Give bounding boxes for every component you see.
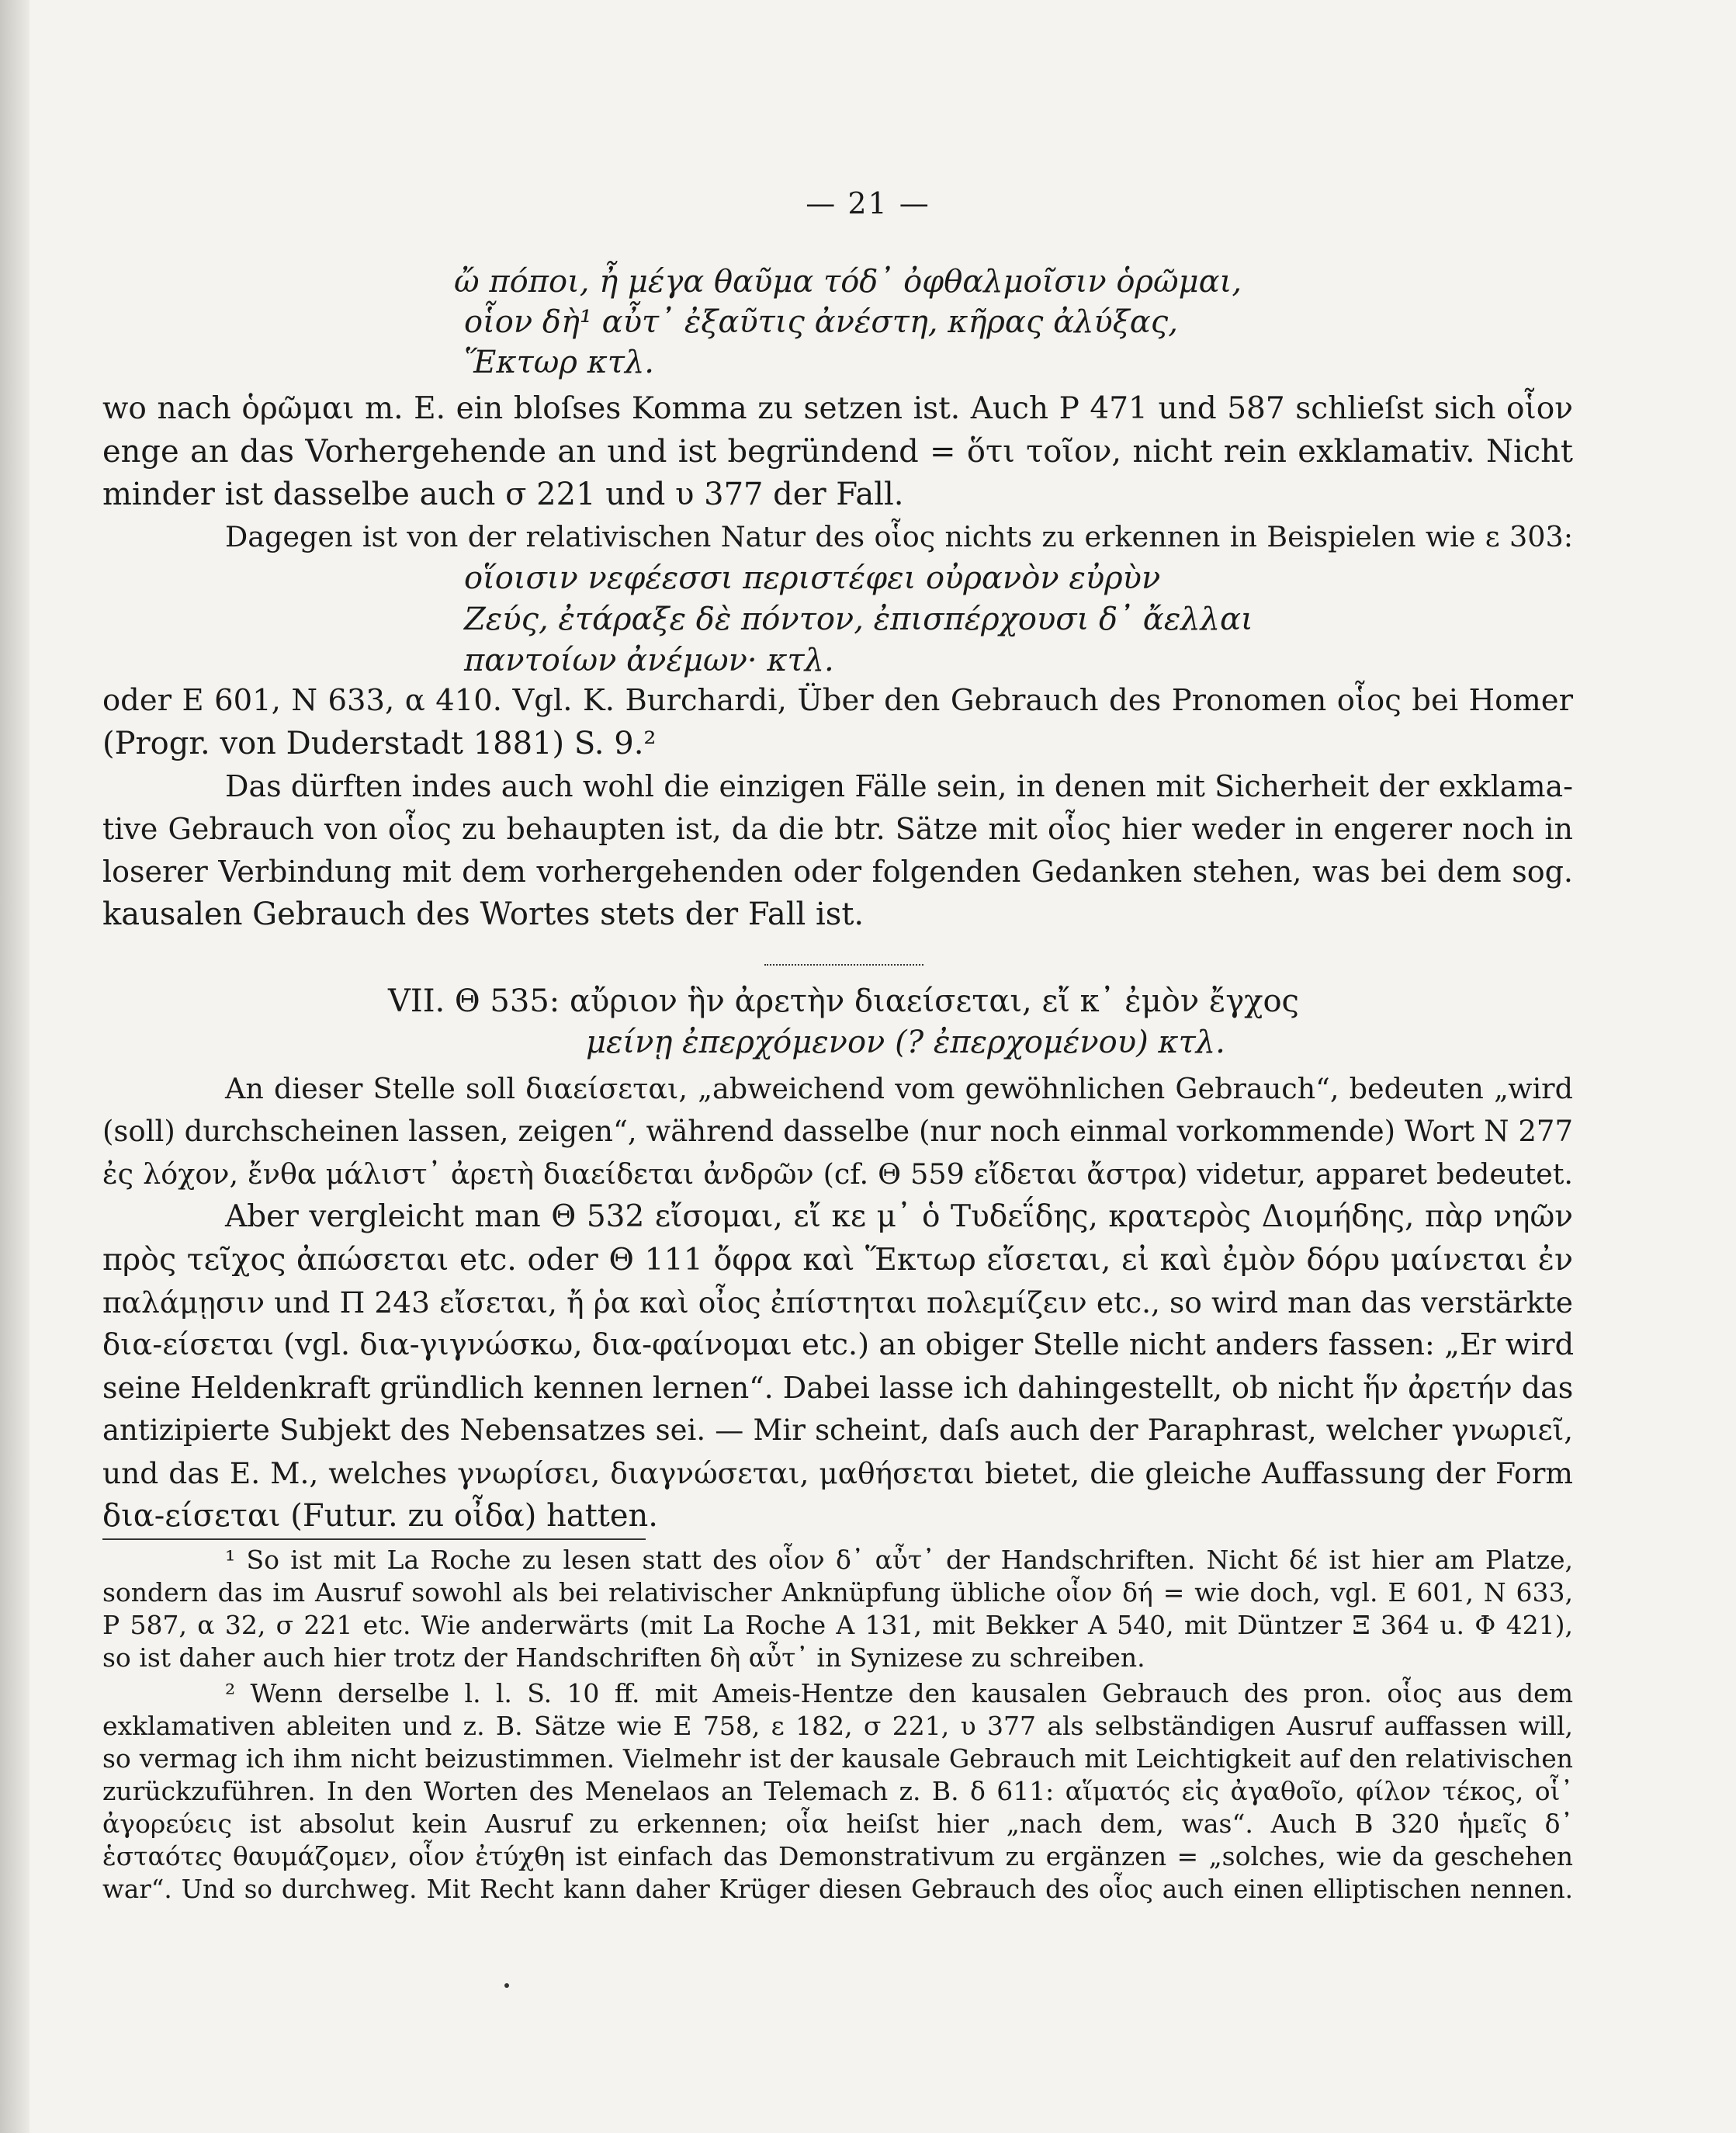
text-line: δια-είσεται (vgl. δια-γιγνώσκω, δια-φαίνομαι etc.) an obiger Stelle nicht anders fassen: „Er wird <box>102 1327 1575 1362</box>
footnote-rule <box>102 1538 646 1540</box>
text-line: tive Gebrauch von οἷος zu behaupten ist, da die btr. Sätze mit οἷος hier weder in engerer noch in <box>102 812 1573 846</box>
footnote-line: war“. Und so durchweg. Mit Recht kann daher Krüger diesen Gebrauch des οἷος auch einen elliptischen nennen. <box>102 1875 1573 1904</box>
text-line: minder ist dasselbe auch σ 221 und υ 377 der Fall. <box>102 477 904 512</box>
text-line: loserer Verbindung mit dem vorhergehenden oder folgenden Gedanken stehen, was bei dem sog. <box>102 855 1573 889</box>
footnote-line: sondern das im Ausruf sowohl als bei relativischer Anknüpfung übliche οἷον δή = wie doch, vgl. E 601, N 633, <box>102 1577 1573 1608</box>
footnote-line: zurückzuführen. In den Worten des Menelaos an Telemach z. B. δ 611: αἵματός εἰς ἀγαθοῖο, φίλον τέκος, οἷ᾽ <box>102 1776 1573 1806</box>
footnote-line: ἀγορεύεις ist absolut kein Ausruf zu erkennen; οἷα heiſst hier „nach dem, was“. Auch B 320 ἡμεῖς δ᾽ <box>102 1809 1573 1839</box>
text-line: (soll) durchscheinen lassen, zeigen“, während dasselbe (nur noch einmal vorkommende) Wort N 277 <box>102 1115 1573 1148</box>
text-line: δια-είσεται (Futur. zu οἶδα) hatten. <box>102 1498 659 1534</box>
footnote-line: so vermag ich ihm nicht beizustimmen. Vielmehr ist der kausale Gebrauch mit Leichtigkeit auf den relativischen <box>102 1743 1573 1774</box>
text-line: (Progr. von Duderstadt 1881) S. 9.² <box>102 726 657 761</box>
text-line: kausalen Gebrauch des Wortes stets der Fall ist. <box>102 897 865 932</box>
text-line: oder E 601, N 633, α 410. Vgl. K. Burchardi, Über den Gebrauch des Pronomen οἷος bei Homer <box>102 683 1573 718</box>
verse-line: ὤ πόποι, ἦ μέγα θαῦμα τόδ᾽ ὀφθαλμοῖσιν ὁρῶμαι, <box>454 264 1242 300</box>
text-line: πρὸς τεῖχος ἀπώσεται etc. oder Θ 111 ὄφρα καὶ Ἕκτωρ εἴσεται, εἰ καὶ ἐμὸν δόρυ μαίνεται ἐν <box>102 1242 1573 1278</box>
section-heading: VII. Θ 535: αὔριον ἣν ἀρετὴν διαείσεται, εἴ κ᾽ ἐμὸν ἔγχος <box>388 983 1299 1019</box>
section-heading-cont: μείνῃ ἐπερχόμενον (? ἐπερχομένου) κτλ. <box>586 1025 1225 1060</box>
verse-line: οἵοισιν νεφέεσσι περιστέφει οὐρανὸν εὐρὺν <box>464 560 1161 596</box>
text-line: An dieser Stelle soll διαείσεται, „abweichend vom gewöhnlichen Gebrauch“, bedeuten „wird <box>225 1072 1573 1105</box>
section-divider <box>764 956 923 966</box>
ink-speck <box>504 1983 509 1988</box>
binding-shadow <box>0 0 29 2133</box>
footnote-line: exklamativen ableiten und z. B. Sätze wie E 758, ε 182, σ 221, υ 377 als selbständigen Ausruf auffassen will, <box>102 1711 1573 1741</box>
verse-line: Ζεύς, ἐτάραξε δὲ πόντον, ἐπισπέρχουσι δ᾽ ἄελλαι <box>464 602 1253 637</box>
text-line: und das E. M., welches γνωρίσει, διαγνώσεται, μαθήσεται bietet, die gleiche Auffassung der Form <box>102 1456 1573 1490</box>
text-line: Dagegen ist von der relativischen Natur des οἷος nichts zu erkennen in Beispielen wie ε 303: <box>225 520 1573 553</box>
footnote-line: P 587, α 32, σ 221 etc. Wie anderwärts (mit La Roche A 131, mit Bekker A 540, mit Düntzer Ξ 364 u. Φ 421), <box>102 1610 1573 1640</box>
footnote-line: so ist daher auch hier trotz der Handschriften δὴ αὖτ᾽ in Synizese zu schreiben. <box>102 1642 1145 1673</box>
text-line: Das dürften indes auch wohl die einzigen Fälle sein, in denen mit Sicherheit der exklama- <box>225 769 1573 803</box>
text-line: παλάμῃσιν und Π 243 εἴσεται, ἤ ῥα καὶ οἶος ἐπίστηται πολεμίζειν etc., so wird man das verstärkte <box>102 1285 1573 1320</box>
verse-line: Ἕκτωρ κτλ. <box>464 345 655 380</box>
footnote-line: ² Wenn derselbe l. l. S. 10 ff. mit Ameis-Hentze den kausalen Gebrauch des pron. οἷος aus dem <box>225 1678 1573 1708</box>
text-line: antizipierte Subjekt des Nebensatzes sei. — Mir scheint, daſs auch der Paraphrast, welcher γνωριεῖ, <box>102 1413 1573 1447</box>
footnote-line: ἑσταότες θαυμάζομεν, οἷον ἐτύχθη ist einfach das Demonstrativum zu ergänzen = „solches, wie da geschehen <box>102 1841 1573 1871</box>
text-line: seine Heldenkraft gründlich kennen lernen“. Dabei lasse ich dahingestellt, ob nicht ἥν ἀρετήν das <box>102 1371 1574 1405</box>
text-line: wo nach ὁρῶμαι m. E. ein bloſses Komma zu setzen ist. Auch P 471 und 587 schlieſst sich οἷον <box>102 391 1573 426</box>
verse-line: οἷον δὴ¹ αὖτ᾽ ἐξαῦτις ἀνέστη, κῆρας ἀλύξας, <box>464 304 1178 340</box>
page-number: — 21 — <box>806 186 930 220</box>
verse-line: παντοίων ἀνέμων· κτλ. <box>464 643 834 678</box>
text-line: enge an das Vorhergehende an und ist begründend = ὅτι τοῖον, nicht rein exklamativ. Nicht <box>102 434 1573 470</box>
footnote-line: ¹ So ist mit La Roche zu lesen statt des οἷον δ᾽ αὖτ᾽ der Handschriften. Nicht δέ ist hier am Platze, <box>225 1545 1573 1575</box>
text-line: Aber vergleicht man Θ 532 εἴσομαι, εἴ κε μ᾽ ὁ Τυδεΐδης, κρατερὸς Διομήδης, πὰρ νηῶν <box>225 1199 1573 1234</box>
text-line: ἐς λόχον, ἔνθα μάλιστ᾽ ἀρετὴ διαείδεται ἀνδρῶν (cf. Θ 559 εἴδεται ἄστρα) videtur, apparet bedeutet. <box>102 1157 1573 1191</box>
